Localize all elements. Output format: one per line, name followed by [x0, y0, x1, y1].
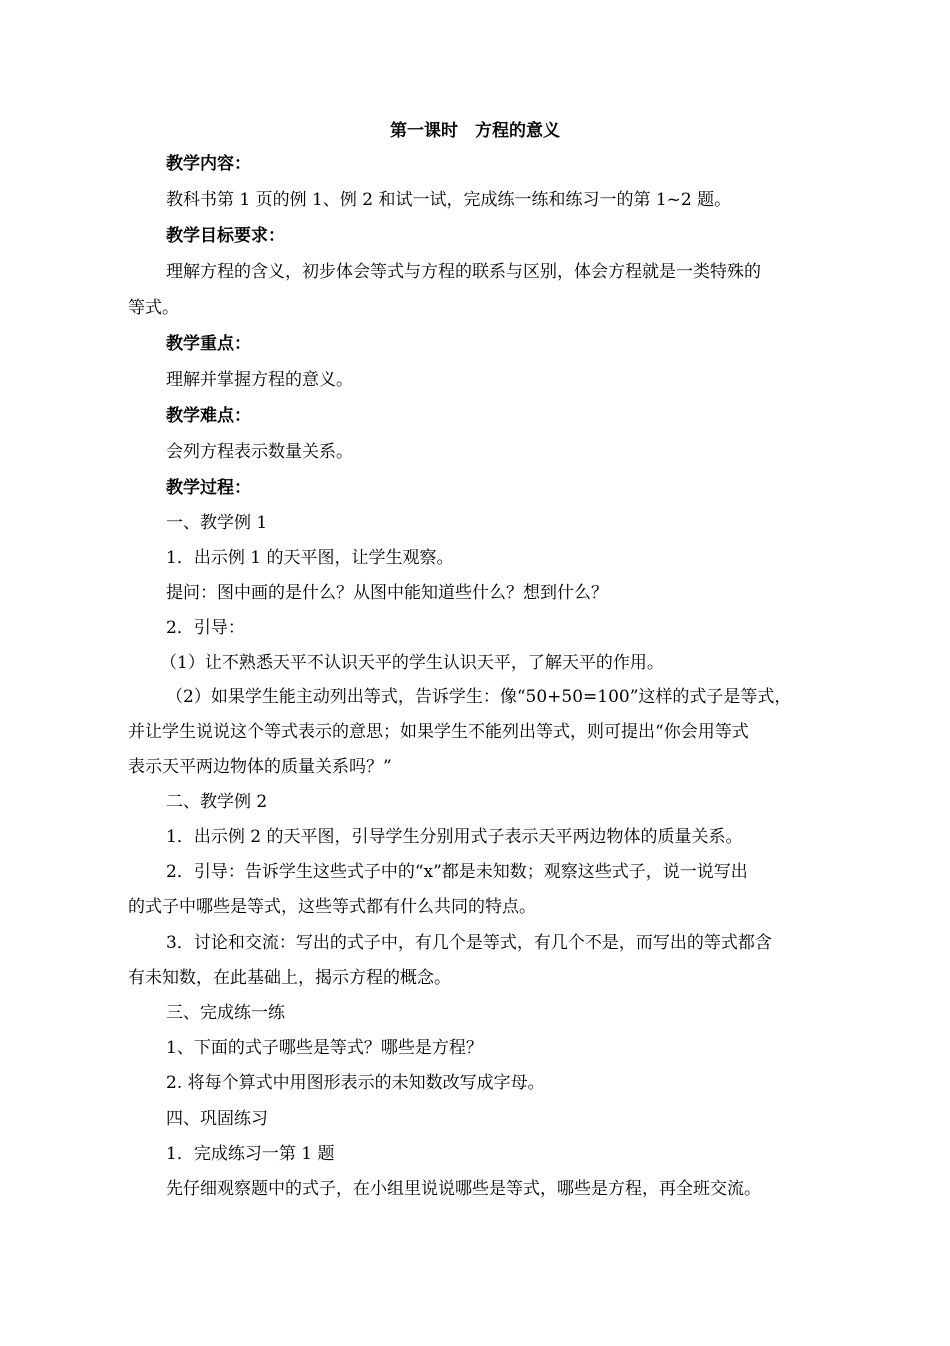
- part1-step2: 2．引导：: [166, 618, 245, 638]
- part2-step3-line2: 有未知数，在此基础上，揭示方程的概念。: [128, 968, 451, 988]
- part3-heading: 三、完成练一练: [166, 1003, 285, 1023]
- difficulty-heading: 教学难点：: [166, 406, 251, 426]
- part2-step1: 1．出示例 2 的天平图，引导学生分别用式子表示天平两边物体的质量关系。: [166, 827, 743, 847]
- part3-item2: 2. 将每个算式中用图形表示的未知数改写成字母。: [166, 1073, 545, 1093]
- part3-item1: 1、下面的式子哪些是等式？哪些是方程？: [166, 1038, 483, 1058]
- content-text: 教科书第 1 页的例 1、例 2 和试一试，完成练一练和练习一的第 1~2 题。: [166, 190, 732, 210]
- part4-heading: 四、巩固练习: [166, 1109, 268, 1129]
- part2-step2-line2: 的式子中哪些是等式，这些等式都有什么共同的特点。: [128, 897, 536, 917]
- part2-heading: 二、教学例 2: [166, 792, 268, 812]
- part1-sub2-line3: 表示天平两边物体的质量关系吗？”: [128, 757, 392, 777]
- part1-step1: 1．出示例 1 的天平图，让学生观察。: [166, 548, 454, 568]
- part1-sub2-line1: （2）如果学生能主动列出等式，告诉学生：像“50+50=100”这样的式子是等式，: [166, 687, 792, 707]
- part2-step2-line1: 2．引导：告诉学生这些式子中的“x”都是未知数；观察这些式子，说一说写出: [166, 862, 748, 882]
- part1-question: 提问：图中画的是什么？从图中能知道些什么？想到什么？: [166, 583, 608, 603]
- goal-text-line2: 等式。: [128, 298, 179, 318]
- part4-item1-detail: 先仔细观察题中的式子，在小组里说说哪些是等式，哪些是方程，再全班交流。: [166, 1179, 761, 1199]
- goal-text-line1: 理解方程的含义，初步体会等式与方程的联系与区别，体会方程就是一类特殊的: [166, 262, 761, 282]
- content-heading: 教学内容：: [166, 154, 251, 174]
- part1-heading: 一、教学例 1: [166, 513, 268, 533]
- part2-step3-line1: 3．讨论和交流：写出的式子中，有几个是等式，有几个不是，而写出的等式都含: [166, 933, 772, 953]
- key-point-heading: 教学重点：: [166, 334, 251, 354]
- goal-heading: 教学目标要求：: [166, 226, 285, 246]
- part4-item1: 1．完成练习一第 1 题: [166, 1144, 335, 1164]
- part1-sub1: （1）让不熟悉天平不认识天平的学生认识天平，了解天平的作用。: [160, 653, 664, 673]
- difficulty-text: 会列方程表示数量关系。: [166, 442, 353, 462]
- page-title: 第一课时 方程的意义: [390, 121, 560, 141]
- process-heading: 教学过程：: [166, 478, 251, 498]
- part1-sub2-line2: 并让学生说说这个等式表示的意思；如果学生不能列出等式，则可提出“你会用等式: [128, 722, 749, 742]
- key-point-text: 理解并掌握方程的意义。: [166, 370, 353, 390]
